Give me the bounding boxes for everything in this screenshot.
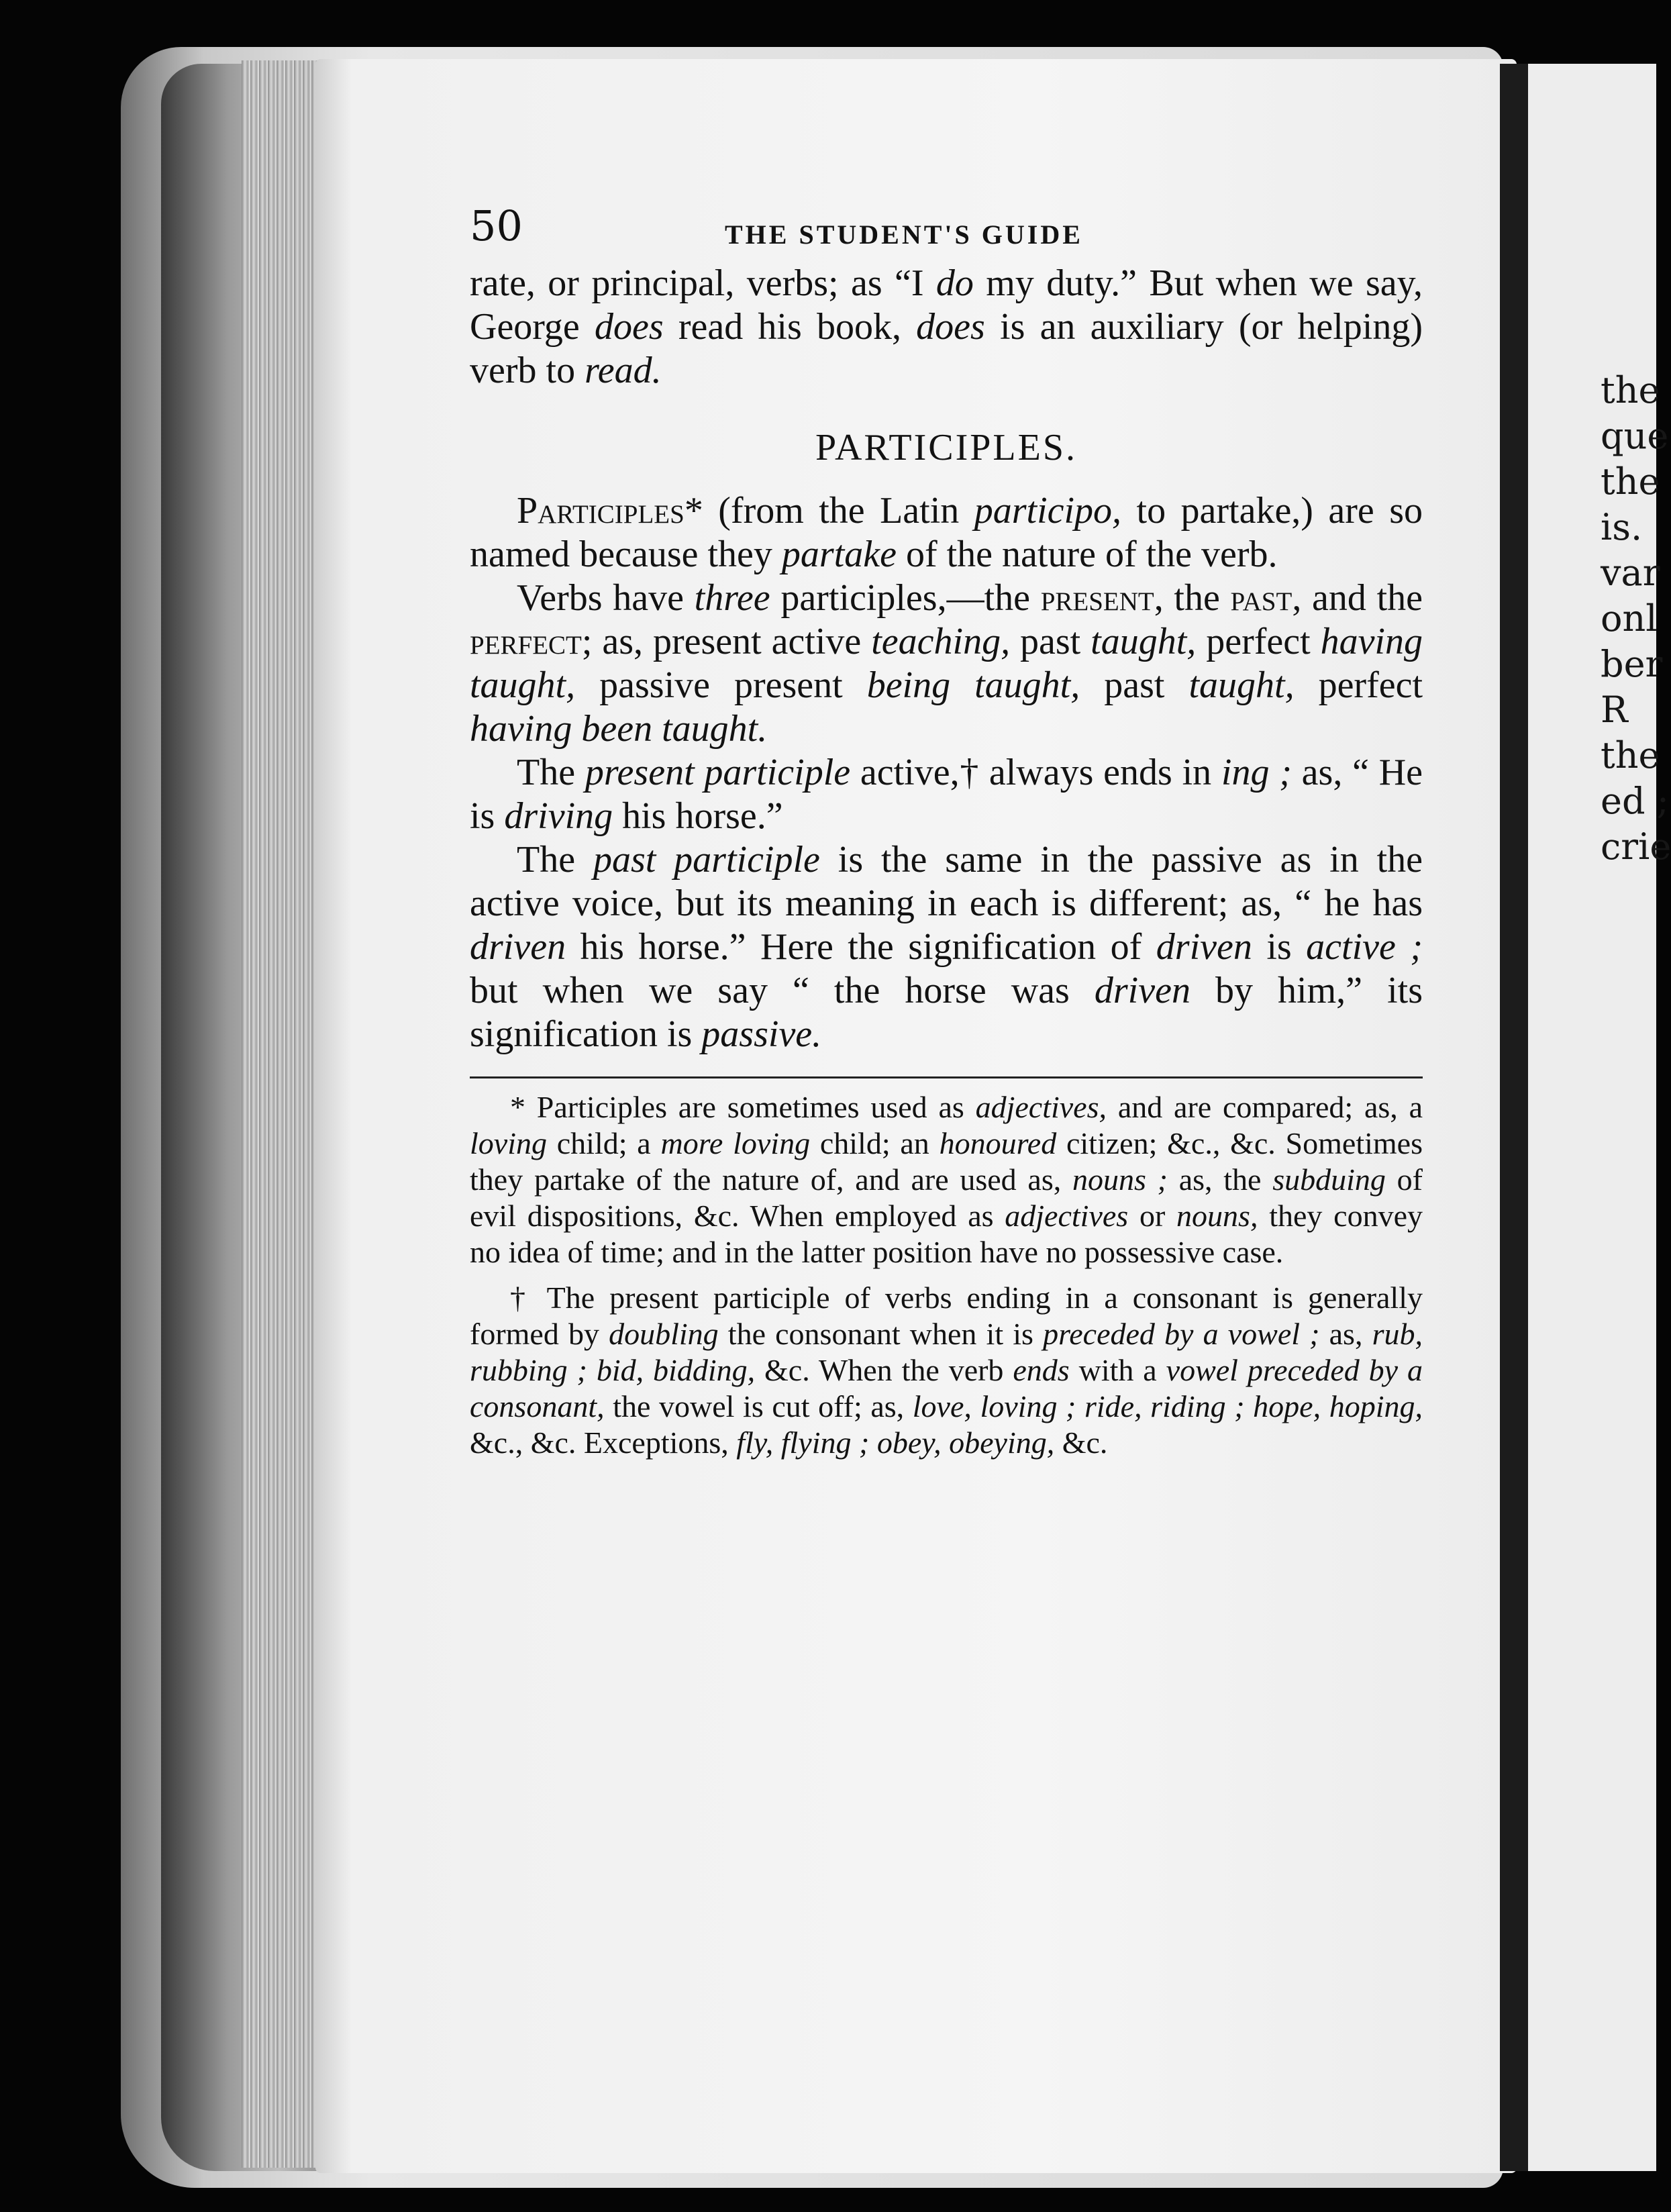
text-run: ; as, present active — [581, 621, 872, 662]
text-run: the consonant when it is — [718, 1317, 1044, 1351]
facing-line: que — [1601, 415, 1669, 457]
small-caps-run: past — [1230, 577, 1293, 619]
text-run: perfect — [1294, 664, 1423, 706]
italic-run: driven — [470, 926, 566, 968]
italic-run: more loving — [660, 1126, 811, 1160]
text-run: * (from the Latin — [684, 490, 974, 532]
italic-run: nouns, — [1176, 1199, 1258, 1233]
page-number: 50 — [470, 201, 523, 250]
text-run: child; an — [810, 1126, 940, 1160]
text-run: The — [517, 839, 593, 881]
text-run: participles,—the — [770, 577, 1041, 619]
italic-run: driven — [1094, 970, 1191, 1011]
italic-run: does — [595, 306, 664, 348]
text-run: but when we say “ the horse was — [470, 970, 1095, 1011]
text-run: rate, or principal, verbs; as “I — [470, 262, 936, 304]
italic-run: passive. — [701, 1013, 822, 1055]
paragraph-definition — [470, 489, 1423, 576]
italic-run: teaching, — [871, 621, 1011, 662]
text-run: , and the — [1292, 577, 1423, 619]
text-run: of the nature of the verb. — [896, 534, 1278, 575]
facing-line: onl — [1601, 597, 1658, 640]
text-run: his horse.” Here the signification of — [566, 926, 1156, 968]
italic-run: subduing — [1272, 1162, 1386, 1197]
small-caps-run: present — [1040, 577, 1154, 619]
text-run: my duty.” But when we say, George — [470, 262, 1423, 348]
text-run: is the same in the passive as in the active voice, but its meaning in each is different; as, “ he has — [470, 839, 1423, 924]
book-gutter — [1500, 64, 1528, 2171]
italic-run: partake — [781, 534, 897, 575]
text-run: , the — [1154, 577, 1231, 619]
italic-run: love, loving ; ride, riding ; hope, hoping, — [912, 1389, 1423, 1423]
italic-run: ing ; — [1221, 752, 1292, 793]
text-run: and are compared; as, a — [1107, 1090, 1423, 1124]
italic-run: loving — [470, 1126, 547, 1160]
text-run: as, — [1319, 1317, 1372, 1351]
italic-run: adjectives, — [975, 1090, 1107, 1124]
text-run: Verbs have — [517, 577, 695, 619]
italic-run: participo, — [974, 490, 1122, 532]
paragraph-present-participle — [470, 751, 1423, 838]
text-run: to partake,) are so named because they — [470, 490, 1423, 575]
italic-run: driven — [1156, 926, 1252, 968]
italic-run: vowel preceded by a consonant, — [470, 1353, 1423, 1423]
facing-line: crie — [1601, 825, 1671, 868]
facing-line: the — [1601, 460, 1660, 503]
text-run: child; a — [546, 1126, 661, 1160]
italic-run: present participle — [585, 752, 851, 793]
facing-line: ed ; — [1601, 780, 1669, 822]
text-run: active,† always ends in — [850, 752, 1221, 793]
text-run: passive present — [575, 664, 867, 706]
text-run: or — [1128, 1199, 1177, 1233]
text-run: * Participles are sometimes used as — [510, 1090, 976, 1124]
facing-line: the — [1601, 734, 1660, 776]
page-header — [470, 201, 1423, 262]
italic-run: honoured — [939, 1126, 1057, 1160]
facing-line: var — [1601, 552, 1660, 594]
running-title: THE STUDENT'S GUIDE — [725, 219, 1083, 250]
italic-run: read. — [585, 350, 662, 391]
text-run: the vowel is cut off; as, — [604, 1389, 913, 1423]
italic-run: do — [935, 262, 974, 304]
paragraph-three-participles — [470, 576, 1423, 751]
italic-run: does — [916, 306, 985, 348]
text-run: citizen; &c., &c. Sometimes they partake of the nature of, and are used as, — [470, 1126, 1423, 1197]
italic-run: nouns ; — [1072, 1162, 1168, 1197]
text-run: as, the — [1167, 1162, 1273, 1197]
text-run: they convey no idea of time; and in the latter position have no possessive case. — [470, 1199, 1423, 1269]
italic-run: past participle — [593, 839, 820, 881]
text-run: perfect — [1196, 621, 1321, 662]
small-caps-run: perfect — [470, 621, 582, 662]
page-content — [470, 201, 1423, 1470]
text-run: † The present participle of verbs ending in a consonant is generally formed by — [470, 1280, 1423, 1351]
section-heading: PARTICIPLES. — [815, 427, 1077, 468]
italic-run: driving — [504, 795, 613, 837]
text-run: is an auxiliary (or helping) verb to — [470, 306, 1423, 391]
text-run: as, “ He is — [470, 752, 1423, 837]
italic-run: rub, rubbing ; bid, bidding, — [470, 1317, 1423, 1387]
text-run: The — [517, 752, 585, 793]
footnote-asterisk — [470, 1089, 1423, 1270]
italic-run: adjectives — [1005, 1199, 1129, 1233]
italic-run: ends — [1013, 1353, 1070, 1387]
italic-run: having been taught. — [470, 708, 768, 750]
italic-run: active ; — [1306, 926, 1423, 968]
facing-line: R — [1601, 689, 1628, 731]
italic-run: taught, — [1188, 664, 1295, 706]
text-run: with a — [1069, 1353, 1166, 1387]
facing-line: ber — [1601, 643, 1663, 685]
footnote-dagger — [470, 1280, 1423, 1461]
text-run: &c. When the verb — [755, 1353, 1013, 1387]
facing-page-text — [1601, 368, 1671, 870]
italic-run: fly, flying ; obey, obeying, — [736, 1425, 1055, 1460]
text-run: his horse.” — [613, 795, 783, 837]
paragraph-past-participle — [470, 838, 1423, 1056]
italic-run: taught, — [1091, 621, 1197, 662]
text-run: past — [1080, 664, 1189, 706]
italic-run: doubling — [609, 1317, 719, 1351]
small-caps-run: Participles — [517, 490, 685, 532]
footnote-rule — [470, 1076, 1423, 1078]
italic-run: being taught, — [866, 664, 1080, 706]
text-run: of evil dispositions, &c. When employed as — [470, 1162, 1423, 1233]
italic-run: having taught, — [470, 621, 1423, 706]
text-run: &c. — [1054, 1425, 1108, 1460]
opening-paragraph — [470, 262, 1423, 393]
text-run: &c., &c. Exceptions, — [470, 1425, 737, 1460]
text-run: read his book, — [663, 306, 917, 348]
facing-line: the — [1601, 369, 1660, 411]
facing-line: is. — [1601, 506, 1643, 548]
text-run: past — [1010, 621, 1091, 662]
page-edges — [242, 60, 322, 2168]
text-run: is — [1252, 926, 1307, 968]
text-run: by him,” its signification is — [470, 970, 1423, 1055]
italic-run: three — [694, 577, 770, 619]
italic-run: preceded by a vowel ; — [1043, 1317, 1320, 1351]
